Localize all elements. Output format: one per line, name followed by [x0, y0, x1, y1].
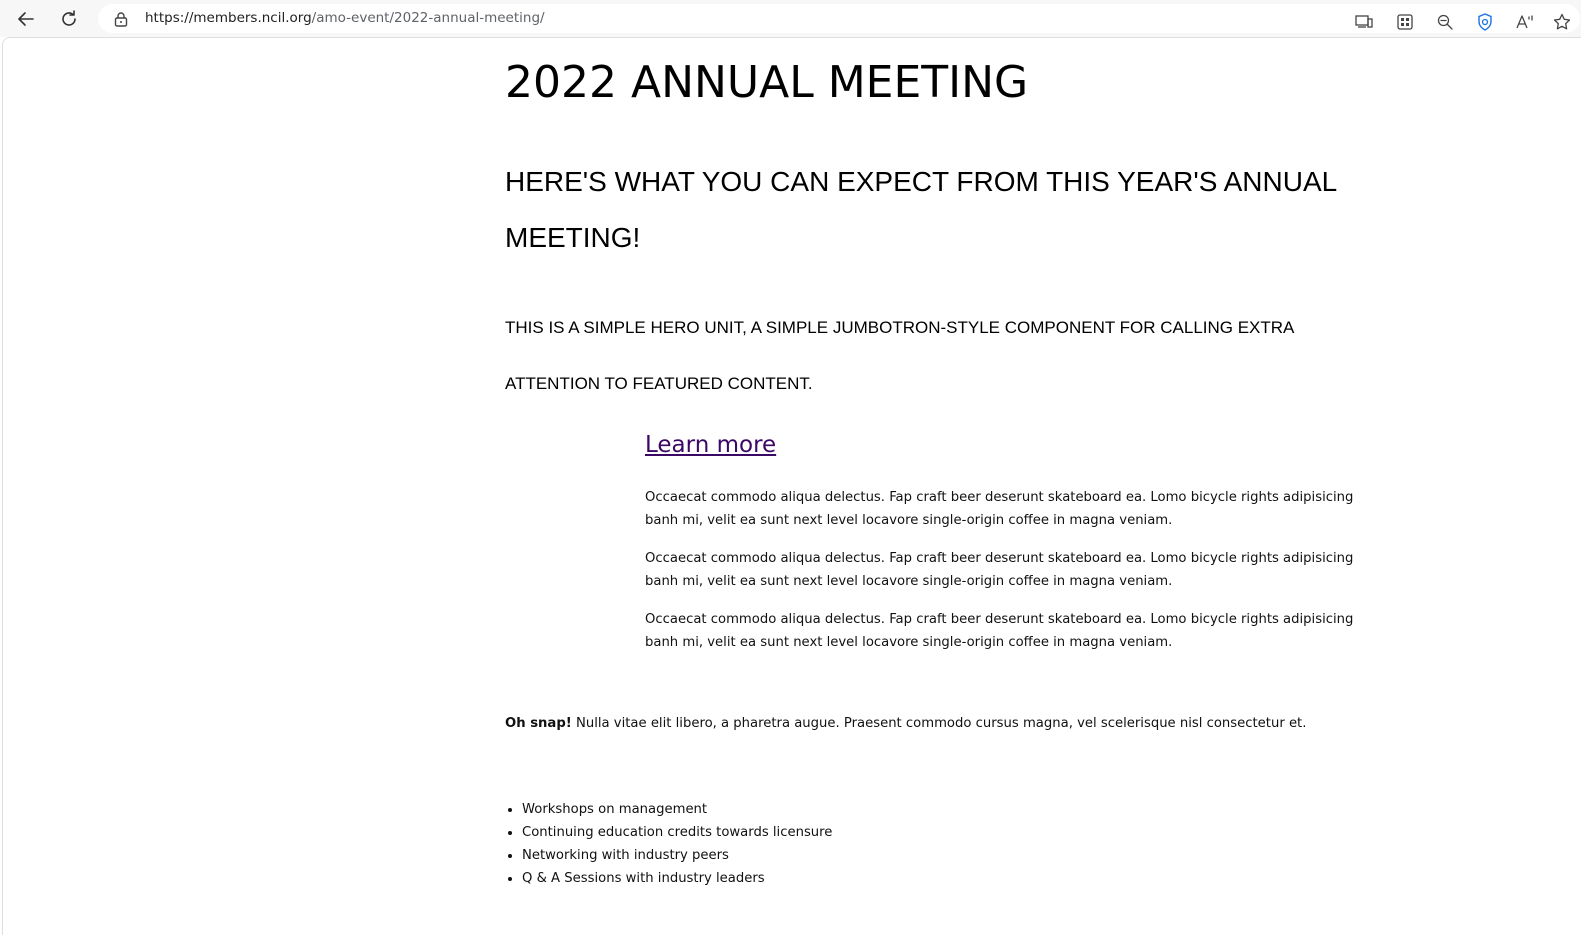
feature-list [505, 798, 832, 890]
url-text [145, 10, 545, 26]
page-viewport [2, 37, 1581, 935]
zoom-out-icon[interactable] [1435, 12, 1455, 32]
read-aloud-icon[interactable] [1515, 12, 1535, 32]
device-icon[interactable] [1354, 12, 1374, 32]
back-arrow-icon[interactable] [13, 6, 39, 32]
list-item: • Networking with industry peers [522, 844, 832, 867]
learn-more-link[interactable]: Learn more [645, 432, 777, 458]
body-paragraph: Occaecat commodo aliqua delectus. Fap craft beer deserunt skateboard ea. Lomo bicycle rights adipisicing banh mi, velit ea sunt next level locavore single-origin coffee in magna veniam. [645, 551, 1354, 589]
paragraph-group [645, 486, 1385, 669]
address-bar[interactable] [98, 4, 1580, 33]
page-subheading: HERE'S WHAT YOU CAN EXPECT FROM THIS YEAR'S ANNUAL MEETING! [505, 166, 1337, 253]
list-item: • Workshops on management [522, 798, 832, 821]
alert-text: Nulla vitae elit libero, a pharetra augue. Praesent commodo cursus magna, vel scelerisque nisl consectetur et. [571, 716, 1307, 731]
browser-essentials-icon[interactable] [1475, 12, 1495, 32]
apps-icon[interactable] [1395, 12, 1415, 32]
body-paragraph: Occaecat commodo aliqua delectus. Fap craft beer deserunt skateboard ea. Lomo bicycle rights adipisicing banh mi, velit ea sunt next level locavore single-origin coffee in magna veniam. [645, 490, 1354, 528]
list-item: • Q & A Sessions with industry leaders [522, 867, 832, 890]
favorite-star-icon[interactable] [1552, 12, 1572, 32]
browser-toolbar [0, 0, 1581, 37]
body-paragraph: Occaecat commodo aliqua delectus. Fap craft beer deserunt skateboard ea. Lomo bicycle rights adipisicing banh mi, velit ea sunt next level locavore single-origin coffee in magna veniam. [645, 612, 1354, 650]
alert-message [505, 714, 1306, 734]
hero-text: THIS IS A SIMPLE HERO UNIT, A SIMPLE JUMBOTRON-STYLE COMPONENT FOR CALLING EXTRA ATTENTION TO FEATURED CONTENT. [505, 318, 1294, 393]
lock-icon[interactable] [114, 11, 128, 27]
alert-strong: Oh snap! [505, 716, 572, 731]
url-path: /amo-event/2022-annual-meeting/ [311, 10, 545, 26]
list-item: • Continuing education credits towards licensure [522, 821, 832, 844]
page-title: 2022 ANNUAL MEETING [505, 57, 1029, 108]
reload-icon[interactable] [56, 6, 82, 32]
url-host: https://members.ncil.org [145, 10, 312, 26]
